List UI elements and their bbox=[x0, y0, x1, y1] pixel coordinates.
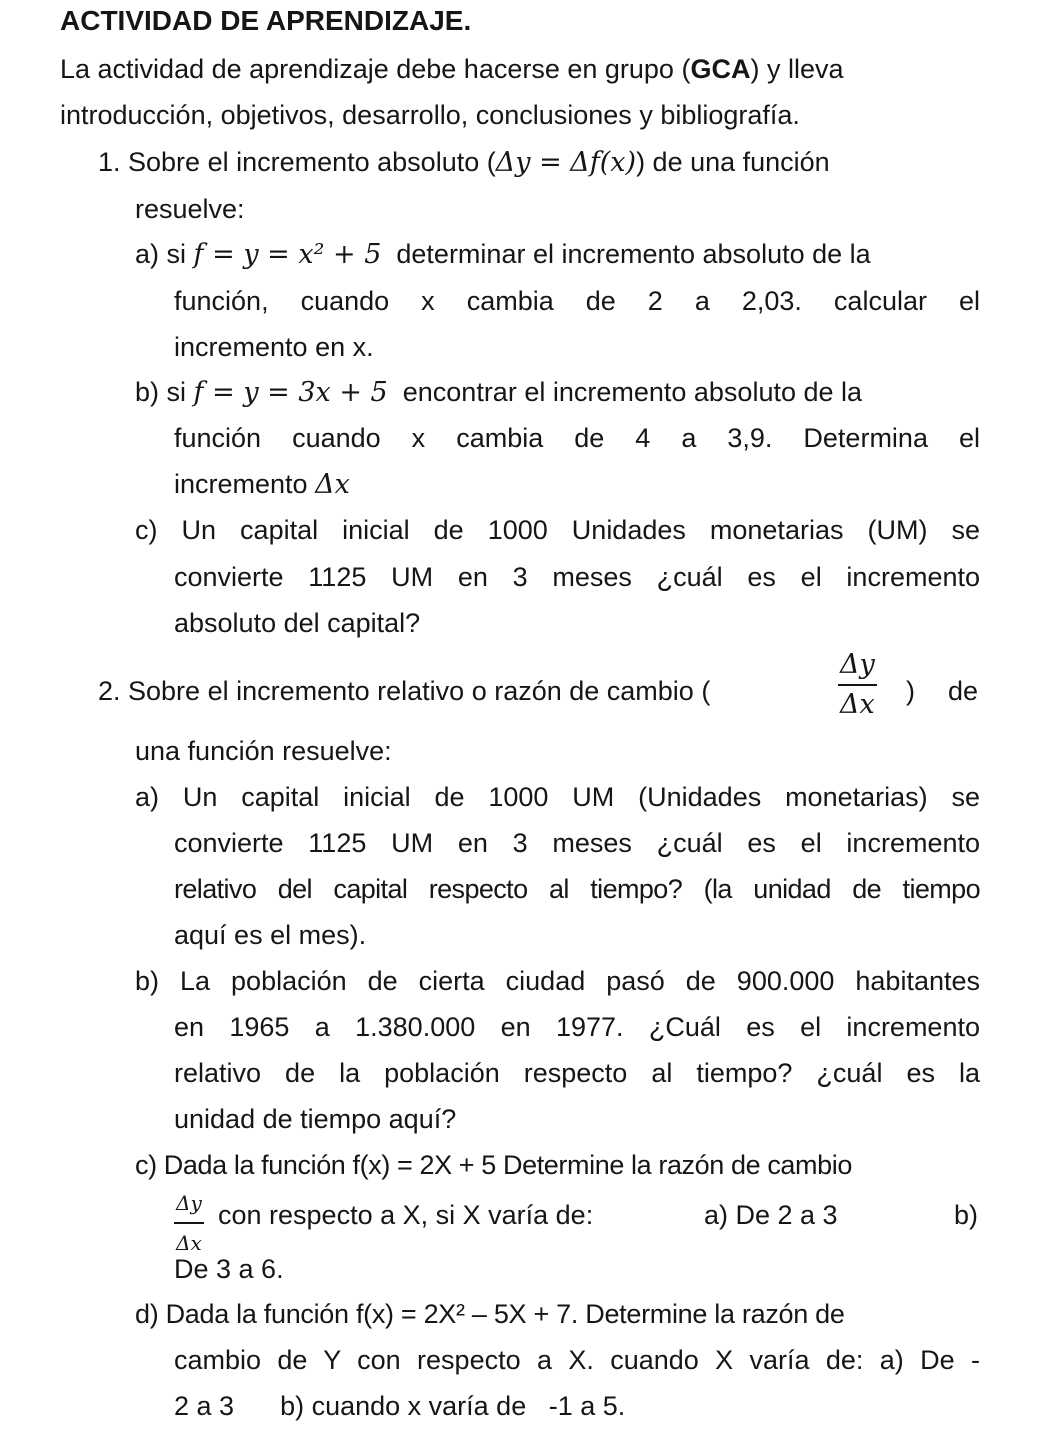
q2-stem-post: de bbox=[948, 676, 979, 706]
q2c-range-text: con respecto a X, si X varía de: bbox=[218, 1200, 594, 1230]
q2c-fraction bbox=[174, 1186, 204, 1260]
q1-stem-line-2: resuelve: bbox=[135, 194, 245, 224]
q2a-line-3: relativo del capital respecto al tiempo? (la unidad de tiempo bbox=[174, 874, 980, 904]
q1c-line-1: c) Un capital inicial de 1000 Unidades monetarias (UM) se bbox=[135, 515, 980, 545]
q2c-option-b: b) bbox=[954, 1200, 979, 1230]
q2-frac-numerator: Δy bbox=[838, 648, 877, 686]
q2d-line-2: cambio de Y con respecto a X. cuando X varía de: a) De - bbox=[174, 1345, 980, 1375]
q1b-line-3 bbox=[174, 467, 350, 502]
q2d-line-3 bbox=[174, 1389, 625, 1423]
q2b-line-1: b) La población de cierta ciudad pasó de 900.000 habitantes bbox=[135, 966, 980, 996]
q2-stem-close: ) bbox=[906, 676, 915, 706]
q2d-l3-b: b) cuando x varía de -1 a 5. bbox=[280, 1391, 626, 1421]
q1-stem-line-1 bbox=[98, 145, 830, 180]
intro-text-pre: La actividad de aprendizaje debe hacerse en grupo ( bbox=[60, 54, 691, 84]
q1b-pre: b) si bbox=[135, 377, 187, 407]
q1a-line-3: incremento en x. bbox=[174, 332, 374, 362]
q1-stem-pre: 1. Sobre el incremento absoluto ( bbox=[98, 147, 496, 177]
q1b-line-2: función cuando x cambia de 4 a 3,9. Determina el bbox=[174, 423, 980, 453]
q1-stem-post: ) de una función bbox=[636, 147, 830, 177]
q2c-line-2 bbox=[174, 1186, 980, 1255]
q2b-line-3: relativo de la población respecto al tiempo? ¿cuál es la bbox=[174, 1058, 980, 1088]
q1a-math: f = y = x² + 5 bbox=[193, 239, 382, 270]
q2c-frac-numerator: Δy bbox=[174, 1186, 204, 1224]
q1c-line-2: convierte 1125 UM en 3 meses ¿cuál es el incremento bbox=[174, 562, 980, 592]
intro-line-2: introducción, objetivos, desarrollo, conclusiones y bibliografía. bbox=[60, 100, 800, 130]
q1b-math: f = y = 3x + 5 bbox=[193, 377, 388, 408]
q2-stem-pre: 2. Sobre el incremento relativo o razón de cambio ( bbox=[98, 676, 711, 706]
q1c-line-3: absoluto del capital? bbox=[174, 608, 421, 638]
q2d-line-1: d) Dada la función f(x) = 2X² – 5X + 7. Determine la razón de bbox=[135, 1299, 845, 1329]
q2-stem-line-1 bbox=[98, 646, 980, 738]
q1b-post: encontrar el incremento absoluto de la bbox=[402, 377, 863, 407]
q2-frac-denominator: Δx bbox=[840, 689, 875, 720]
q1a-pre: a) si bbox=[135, 239, 187, 269]
q2b-line-4: unidad de tiempo aquí? bbox=[174, 1104, 457, 1134]
q2a-line-1: a) Un capital inicial de 1000 UM (Unidades monetarias) se bbox=[135, 782, 980, 812]
q2c-frac-denominator: Δx bbox=[176, 1231, 202, 1255]
q2-stem-line-2: una función resuelve: bbox=[135, 736, 392, 766]
q1b-l3-math: Δx bbox=[315, 469, 350, 500]
q2b-line-2: en 1965 a 1.380.000 en 1977. ¿Cuál es el incremento bbox=[174, 1012, 980, 1042]
q2c-line-3: De 3 a 6. bbox=[174, 1254, 284, 1284]
q1b-line-1 bbox=[135, 375, 862, 410]
q2a-line-2: convierte 1125 UM en 3 meses ¿cuál es el incremento bbox=[174, 828, 980, 858]
q2-stem-fraction bbox=[838, 648, 877, 722]
intro-line-1 bbox=[60, 52, 843, 86]
document-title: ACTIVIDAD DE APRENDIZAJE. bbox=[60, 5, 472, 36]
q1-stem-math: Δy = Δf(x) bbox=[495, 147, 637, 178]
q2a-line-4: aquí es el mes). bbox=[174, 920, 367, 950]
q1b-l3-pre: incremento bbox=[174, 469, 308, 499]
q1a-line-1 bbox=[135, 237, 871, 272]
q2c-option-a: a) De 2 a 3 bbox=[704, 1200, 838, 1230]
q1a-post: determinar el incremento absoluto de la bbox=[396, 239, 871, 269]
q2c-line-1: c) Dada la función f(x) = 2X + 5 Determine la razón de cambio bbox=[135, 1150, 852, 1180]
q1a-line-2: función, cuando x cambia de 2 a 2,03. calcular el bbox=[174, 286, 980, 316]
intro-text-post: ) y lleva bbox=[750, 54, 844, 84]
intro-gca: GCA bbox=[690, 54, 751, 84]
q2d-l3-a: 2 a 3 bbox=[174, 1391, 235, 1421]
